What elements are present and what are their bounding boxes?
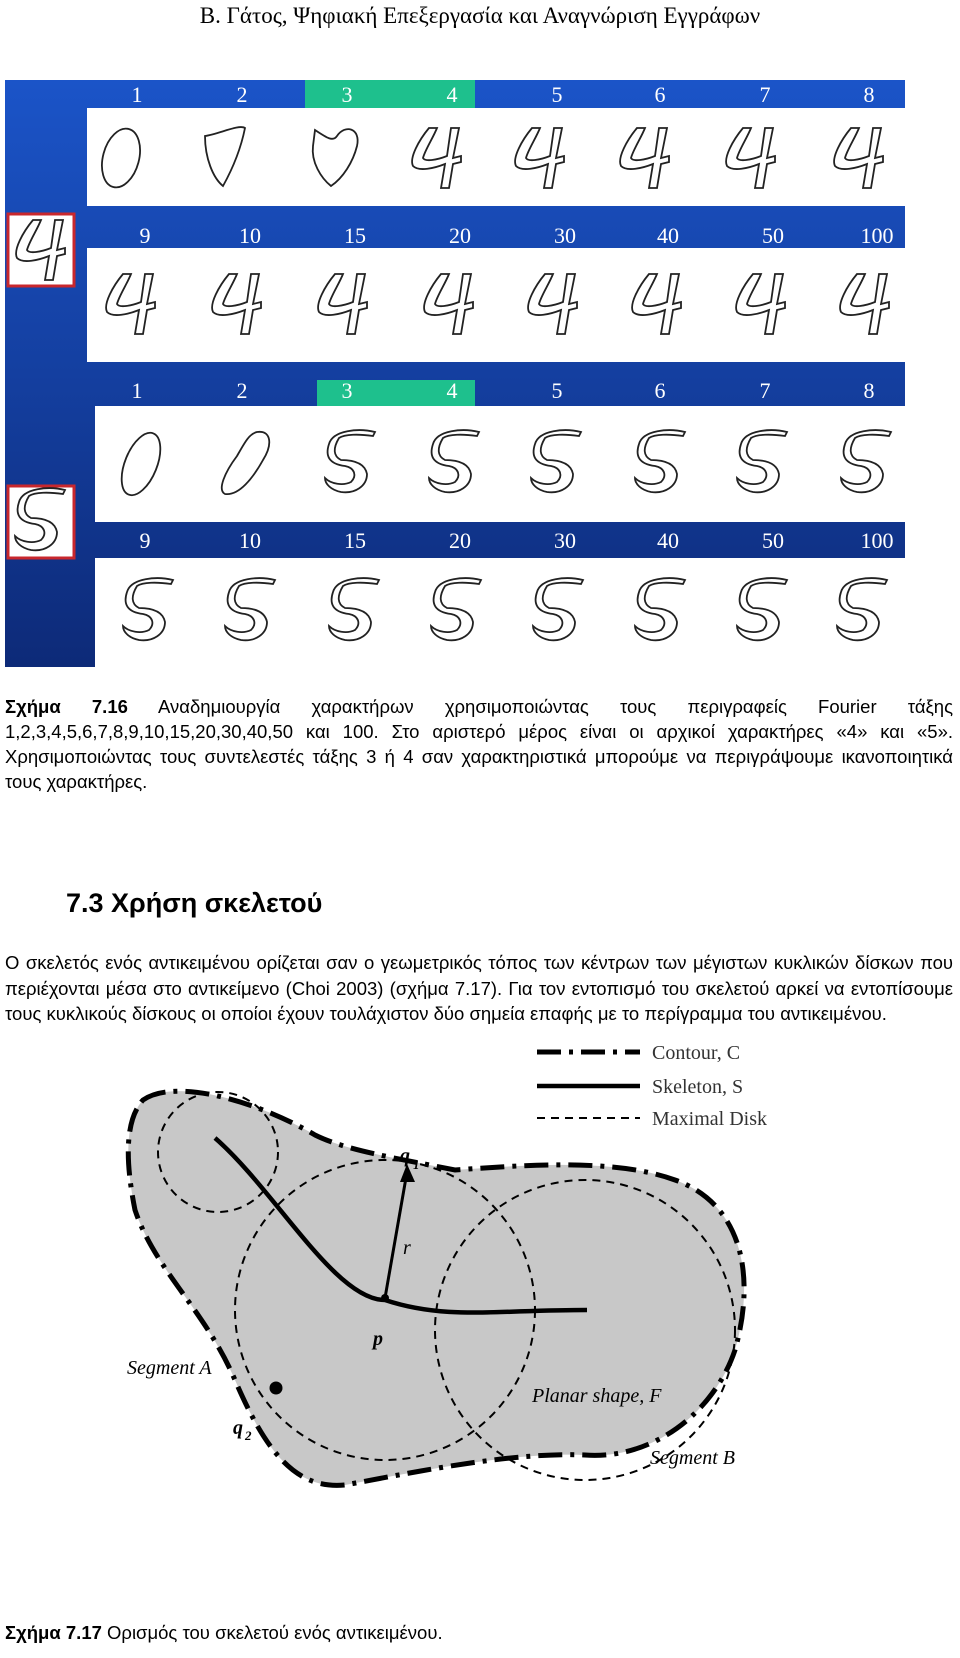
order-label: 9 [139,528,151,553]
order-label: 40 [657,528,679,553]
order-label: 100 [860,223,894,248]
legend-disk: Maximal Disk [652,1108,767,1130]
label-r: r [403,1237,411,1259]
order-label: 8 [863,378,875,403]
order-label: 9 [139,223,151,248]
point-p [381,1294,389,1302]
order-label: 10 [239,528,261,553]
running-head: Β. Γάτος, Ψηφιακή Επεξεργασία και Αναγνώριση Εγγράφων [199,3,761,28]
figure-7-16-caption [5,694,953,794]
label-q2-sub: 2 [245,1428,252,1443]
order-label: 2 [236,378,248,403]
label-segment-b: Segment B [650,1447,735,1469]
order-label: 7 [759,378,771,403]
label-p: p [373,1328,383,1350]
figure-7-16-label: Σχήμα 7.16 [5,696,128,717]
order-label: 5 [551,378,563,403]
order-label: 4 [446,82,458,107]
label-planar-shape: Planar shape, F [532,1385,662,1407]
original-four-thumbnail [8,214,74,286]
order-label: 5 [551,82,563,107]
planar-shape-contour [128,1091,744,1485]
legend-skeleton: Skeleton, S [652,1076,744,1098]
order-label: 50 [762,223,784,248]
order-label: 20 [449,528,471,553]
point-q2 [270,1382,283,1395]
figure-7-17-text: Ορισμός του σκελετού ενός αντικειμένου. [101,1622,443,1643]
legend-contour: Contour, C [652,1042,741,1064]
order-label: 3 [341,82,353,107]
order-label: 30 [554,223,576,248]
order-label: 20 [449,223,471,248]
section-paragraph: Ο σκελετός ενός αντικειμένου ορίζεται σαν ο γεωμετρικός τόπος των κέντρων των μέγιστων κυκλικών δίσκων που περιέχονται μέσα στο αντικείμενο (Choi 2003) (σχήμα 7.17). Για τον εντοπισμό του σκελετού αρκεί να εντοπίσουμε τους κυκλικούς δίσκους οι οποίοι έχουν τουλάχιστον δύο σημεία επαφής με το περίγραμμα του αντικειμένου. [5,952,953,1024]
fourier-reconstruction-figure [5,80,905,667]
order-label: 15 [344,223,366,248]
order-label: 100 [860,528,894,553]
order-label: 4 [446,378,458,403]
order-label: 1 [131,378,143,403]
order-label: 40 [657,223,679,248]
section-title: 7.3 Χρήση σκελετού [66,888,323,918]
skeleton-definition-figure [95,1042,825,1520]
order-label: 6 [654,378,666,403]
original-five-thumbnail [8,486,74,558]
order-label: 15 [344,528,366,553]
figure-7-16-text: Αναδημιουργία χαρακτήρων χρησιμοποιώντας τους περιγραφείς Fourier τάξης 1,2,3,4,5,6,7,8,9,10,15,20,30,40,50 και 100. Στο αριστερό μέρος είναι οι αρχικοί χαρακτήρες «4» και «5». Χρησιμοποιώντας τους συντελεστές τάξης 3 ή 4 σαν χαρακτηριστικά μπορούμε να περιγράψουμε ικανοποιητικά τους χαρακτήρες. [5,696,953,792]
order-label: 3 [341,378,353,403]
order-label: 50 [762,528,784,553]
order-label: 7 [759,82,771,107]
label-q1-sub: 1 [413,1157,420,1172]
order-label: 6 [654,82,666,107]
order-label: 30 [554,528,576,553]
legend [537,1042,767,1130]
order-label: 8 [863,82,875,107]
figure-7-17-caption [5,1620,953,1645]
label-segment-a: Segment A [127,1357,212,1379]
figure-7-17-label: Σχήμα 7.17 [5,1622,102,1643]
order-label: 10 [239,223,261,248]
label-q2: q [233,1417,243,1439]
order-label: 1 [131,82,143,107]
label-q1: q [400,1145,410,1167]
order-label: 2 [236,82,248,107]
